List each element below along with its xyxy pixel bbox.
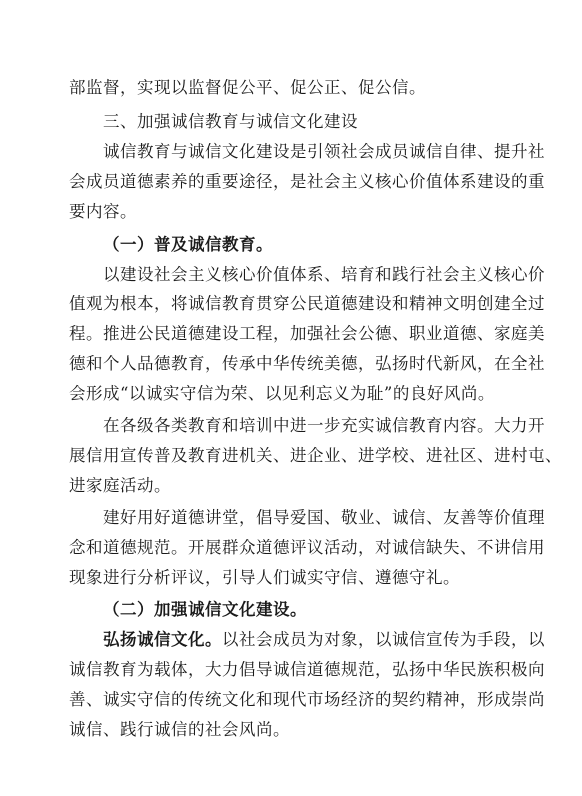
section-heading: 三、加强诚信教育与诚信文化建设 (103, 112, 358, 131)
text-line: 进家庭活动。 (69, 476, 171, 495)
text-line: 展信用宣传普及教育进机关、进企业、进学校、进社区、进村屯、 (69, 446, 562, 465)
text-line: 会形成“以诚实守信为荣、以见利忘义为耻”的良好风尚。 (69, 384, 495, 403)
text-line: 值观为根本，将诚信教育贯穿公民道德建设和精神文明创建全过 (69, 294, 545, 313)
bold-lead-text: 弘扬诚信文化。 (103, 630, 222, 649)
text-line: 诚信、践行诚信的社会风尚。 (69, 720, 290, 739)
lead-rest-text: 以社会成员为对象，以诚信宣传为手段，以 (222, 630, 545, 649)
text-line: 程。推进公民道德建设工程，加强社会公德、职业道德、家庭美 (69, 324, 545, 343)
text-line: 德和个人品德教育，传承中华传统美德，弘扬时代新风，在全社 (69, 354, 545, 373)
text-line: 在各级各类教育和培训中进一步充实诚信教育内容。大力开 (103, 416, 545, 435)
text-line: 现象进行分析评议，引导人们诚实守信、遵德守礼。 (69, 568, 460, 587)
subsection-heading: （一）普及诚信教育。 (103, 235, 273, 254)
text-line: 诚信教育为载体，大力倡导诚信道德规范，弘扬中华民族积极向 (69, 660, 545, 679)
text-line: 建好用好道德讲堂，倡导爱国、敬业、诚信、友善等价值理 (103, 508, 545, 527)
subsection-heading: （二）加强诚信文化建设。 (103, 600, 307, 619)
text-line: 诚信教育与诚信文化建设是引领社会成员诚信自律、提升社 (103, 142, 545, 161)
text-line: 以建设社会主义核心价值体系、培育和践行社会主义核心价 (103, 265, 545, 284)
text-line: 善、诚实守信的传统文化和现代市场经济的契约精神，形成崇尚 (69, 690, 545, 709)
text-line: 部监督，实现以监督促公平、促公正、促公信。 (69, 78, 426, 97)
text-line: 要内容。 (69, 202, 137, 221)
text-line (103, 630, 545, 650)
text-line: 会成员道德素养的重要途径，是社会主义核心价值体系建设的重 (69, 172, 545, 191)
text-line: 念和道德规范。开展群众道德评议活动，对诚信缺失、不讲信用 (69, 538, 545, 557)
